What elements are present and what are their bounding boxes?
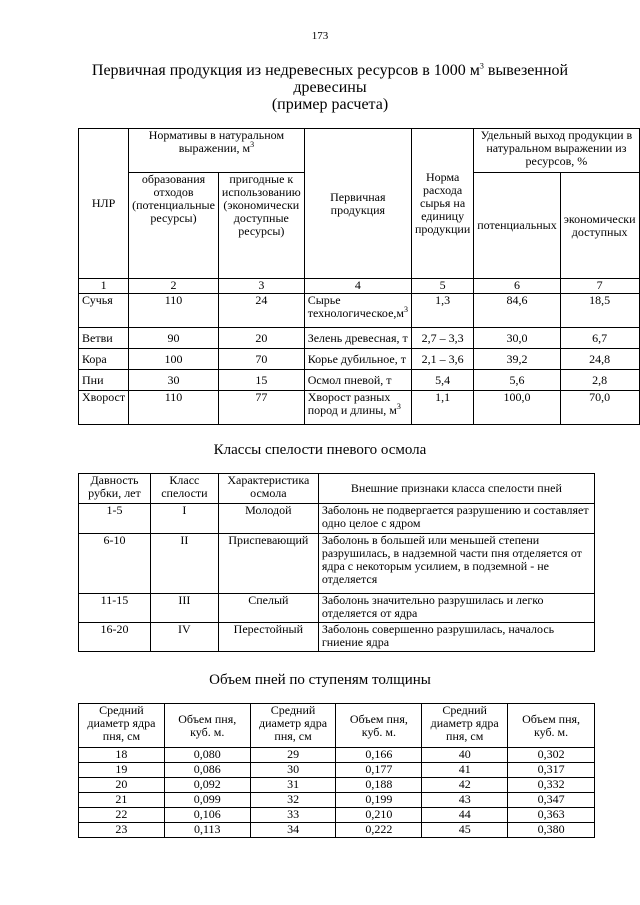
cell-waste: 100: [129, 349, 219, 370]
cell-product-text: Хворост разных пород и длины, м: [307, 390, 397, 417]
cell-class: III: [150, 594, 218, 623]
header-norms: [129, 129, 305, 173]
header-signs: Внешние признаки класса спелости пней: [318, 474, 594, 504]
cell-nlr: Сучья: [79, 294, 129, 328]
table-row: [79, 391, 640, 425]
cell-diameter: 40: [422, 748, 508, 763]
header-yield: Удельный выход продукции в натуральном выражении из ресурсов, %: [474, 129, 639, 173]
cell-economic: 70,0: [560, 391, 639, 425]
cell-diameter: 21: [79, 793, 165, 808]
table-row: [79, 328, 640, 349]
cell-volume: 0,302: [508, 748, 595, 763]
cell-waste: 110: [129, 294, 219, 328]
cell-class: II: [150, 534, 218, 594]
cell-product-text: Сырье технологическое,м: [307, 293, 404, 320]
cell-usable: 20: [218, 328, 304, 349]
cell-product-sup: 3: [396, 402, 401, 411]
cell-volume: 0,363: [508, 808, 595, 823]
cell-rate: 1,1: [411, 391, 473, 425]
cell-volume: 0,166: [336, 748, 422, 763]
table-row: [79, 808, 595, 823]
cell-potential: 84,6: [474, 294, 560, 328]
cell-product: [304, 294, 411, 328]
table-row: [79, 623, 595, 652]
cell-nlr: Ветви: [79, 328, 129, 349]
cell-volume: 0,177: [336, 763, 422, 778]
cell-rate: 2,7 – 3,3: [411, 328, 473, 349]
cell-volume: 0,092: [164, 778, 250, 793]
header-volume: Объем пня, куб. м.: [336, 704, 422, 748]
cell-product-sup: 3: [403, 305, 408, 314]
table2-title: Классы спелости пневого осмола: [213, 442, 427, 458]
cell-diameter: 32: [250, 793, 336, 808]
cell-diameter: 30: [250, 763, 336, 778]
table-row: [79, 294, 640, 328]
cell-nlr: Кора: [79, 349, 129, 370]
cell-age: 16-20: [79, 623, 151, 652]
cell-diameter: 43: [422, 793, 508, 808]
cell-nlr: Хворост: [79, 391, 129, 425]
col-num: 2: [129, 279, 219, 294]
cell-diameter: 42: [422, 778, 508, 793]
col-num: 6: [474, 279, 560, 294]
header-diameter: Средний диаметр ядра пня, см: [422, 704, 508, 748]
header-norms-sup: 3: [250, 140, 255, 149]
header-economic: экономически доступных: [560, 173, 639, 279]
cell-volume: 0,210: [336, 808, 422, 823]
cell-signs: Заболонь совершенно разрушилась, началось гниение ядра: [318, 623, 594, 652]
header-potential: потенциальных: [474, 173, 560, 279]
table-row: [79, 763, 595, 778]
cell-usable: 77: [218, 391, 304, 425]
cell-signs: Заболонь не подвергается разрушению и составляет одно целое с ядром: [318, 504, 594, 534]
volume-rows: [79, 748, 595, 838]
cell-volume: 0,188: [336, 778, 422, 793]
title-line1-end: вывезенной: [483, 62, 569, 79]
cell-volume: 0,086: [164, 763, 250, 778]
cell-volume: 0,113: [164, 823, 250, 838]
cell-class: I: [150, 504, 218, 534]
cell-volume: 0,222: [336, 823, 422, 838]
cell-age: 11-15: [79, 594, 151, 623]
header-diameter: Средний диаметр ядра пня, см: [250, 704, 336, 748]
table-row: [79, 778, 595, 793]
cell-waste: 90: [129, 328, 219, 349]
cell-usable: 70: [218, 349, 304, 370]
table-row: [79, 349, 640, 370]
header-class: Класс спелости: [150, 474, 218, 504]
cell-diameter: 19: [79, 763, 165, 778]
cell-rate: 2,1 – 3,6: [411, 349, 473, 370]
cell-economic: 2,8: [560, 370, 639, 391]
cell-rate: 5,4: [411, 370, 473, 391]
table-row: [79, 370, 640, 391]
main-title: [60, 62, 600, 113]
cell-diameter: 31: [250, 778, 336, 793]
header-characteristic: Характеристика осмола: [218, 474, 318, 504]
cell-diameter: 45: [422, 823, 508, 838]
header-volume: Объем пня, куб. м.: [164, 704, 250, 748]
cell-diameter: 18: [79, 748, 165, 763]
cell-diameter: 29: [250, 748, 336, 763]
cell-potential: 5,6: [474, 370, 560, 391]
cell-age: 6-10: [79, 534, 151, 594]
cell-diameter: 34: [250, 823, 336, 838]
cell-nlr: Пни: [79, 370, 129, 391]
cell-signs: Заболонь в большей или меньшей степени разрушилась, в надземной части пня отделяется от ядра с некоторым усилием, в подземной - не отделяется: [318, 534, 594, 594]
cell-product: [304, 391, 411, 425]
column-numbers-row: [79, 279, 640, 294]
table-row: [79, 534, 595, 594]
cell-product: Зелень древесная, т: [304, 328, 411, 349]
cell-potential: 39,2: [474, 349, 560, 370]
cell-waste: 110: [129, 391, 219, 425]
cell-volume: 0,106: [164, 808, 250, 823]
header-usable: пригодные к использованию (экономически доступные ресурсы): [218, 173, 304, 279]
cell-diameter: 44: [422, 808, 508, 823]
cell-usable: 15: [218, 370, 304, 391]
col-num: 5: [411, 279, 473, 294]
header-norms-text: Нормативы в натуральном выражении, м: [148, 128, 285, 155]
table-row: [79, 748, 595, 763]
table-row: [79, 793, 595, 808]
header-diameter: Средний диаметр ядра пня, см: [79, 704, 165, 748]
title-line2: древесины: [293, 79, 367, 96]
title-line3: (пример расчета): [271, 96, 389, 113]
header-age: Давность рубки, лет: [79, 474, 151, 504]
table-row: [79, 504, 595, 534]
ripeness-table: [78, 473, 595, 652]
cell-diameter: 20: [79, 778, 165, 793]
cell-rate: 1,3: [411, 294, 473, 328]
table-row: [79, 594, 595, 623]
col-num: 1: [79, 279, 129, 294]
cell-potential: 30,0: [474, 328, 560, 349]
resources-table: [78, 128, 640, 425]
cell-volume: 0,080: [164, 748, 250, 763]
cell-product: Осмол пневой, т: [304, 370, 411, 391]
header-nlr: НЛР: [79, 129, 129, 279]
cell-product: Корье дубильное, т: [304, 349, 411, 370]
cell-diameter: 23: [79, 823, 165, 838]
header-rate: Норма расхода сырья на единицу продукции: [411, 129, 473, 279]
cell-usable: 24: [218, 294, 304, 328]
header-volume: Объем пня, куб. м.: [508, 704, 595, 748]
col-num: 3: [218, 279, 304, 294]
cell-diameter: 22: [79, 808, 165, 823]
cell-age: 1-5: [79, 504, 151, 534]
cell-characteristic: Спелый: [218, 594, 318, 623]
col-num: 4: [304, 279, 411, 294]
cell-volume: 0,099: [164, 793, 250, 808]
title-line1: Первичная продукция из недревесных ресурсов в 1000 м: [91, 62, 480, 79]
cell-volume: 0,347: [508, 793, 595, 808]
cell-signs: Заболонь значительно разрушилась и легко отделяется от ядра: [318, 594, 594, 623]
cell-economic: 6,7: [560, 328, 639, 349]
cell-characteristic: Приспевающий: [218, 534, 318, 594]
cell-class: IV: [150, 623, 218, 652]
header-waste: образования отходов (потенциальные ресурсы): [129, 173, 219, 279]
table-row: [79, 823, 595, 838]
cell-volume: 0,317: [508, 763, 595, 778]
cell-volume: 0,380: [508, 823, 595, 838]
title-sup: 3: [479, 61, 484, 71]
cell-characteristic: Перестойный: [218, 623, 318, 652]
cell-diameter: 41: [422, 763, 508, 778]
cell-waste: 30: [129, 370, 219, 391]
col-num: 7: [560, 279, 639, 294]
page-number: 173: [311, 30, 329, 42]
stump-volume-table: [78, 703, 595, 838]
cell-characteristic: Молодой: [218, 504, 318, 534]
cell-economic: 24,8: [560, 349, 639, 370]
cell-economic: 18,5: [560, 294, 639, 328]
cell-volume: 0,199: [336, 793, 422, 808]
table3-title: Объем пней по ступеням толщины: [209, 672, 431, 688]
header-product: Первичная продукция: [304, 129, 411, 279]
cell-potential: 100,0: [474, 391, 560, 425]
cell-diameter: 33: [250, 808, 336, 823]
cell-volume: 0,332: [508, 778, 595, 793]
